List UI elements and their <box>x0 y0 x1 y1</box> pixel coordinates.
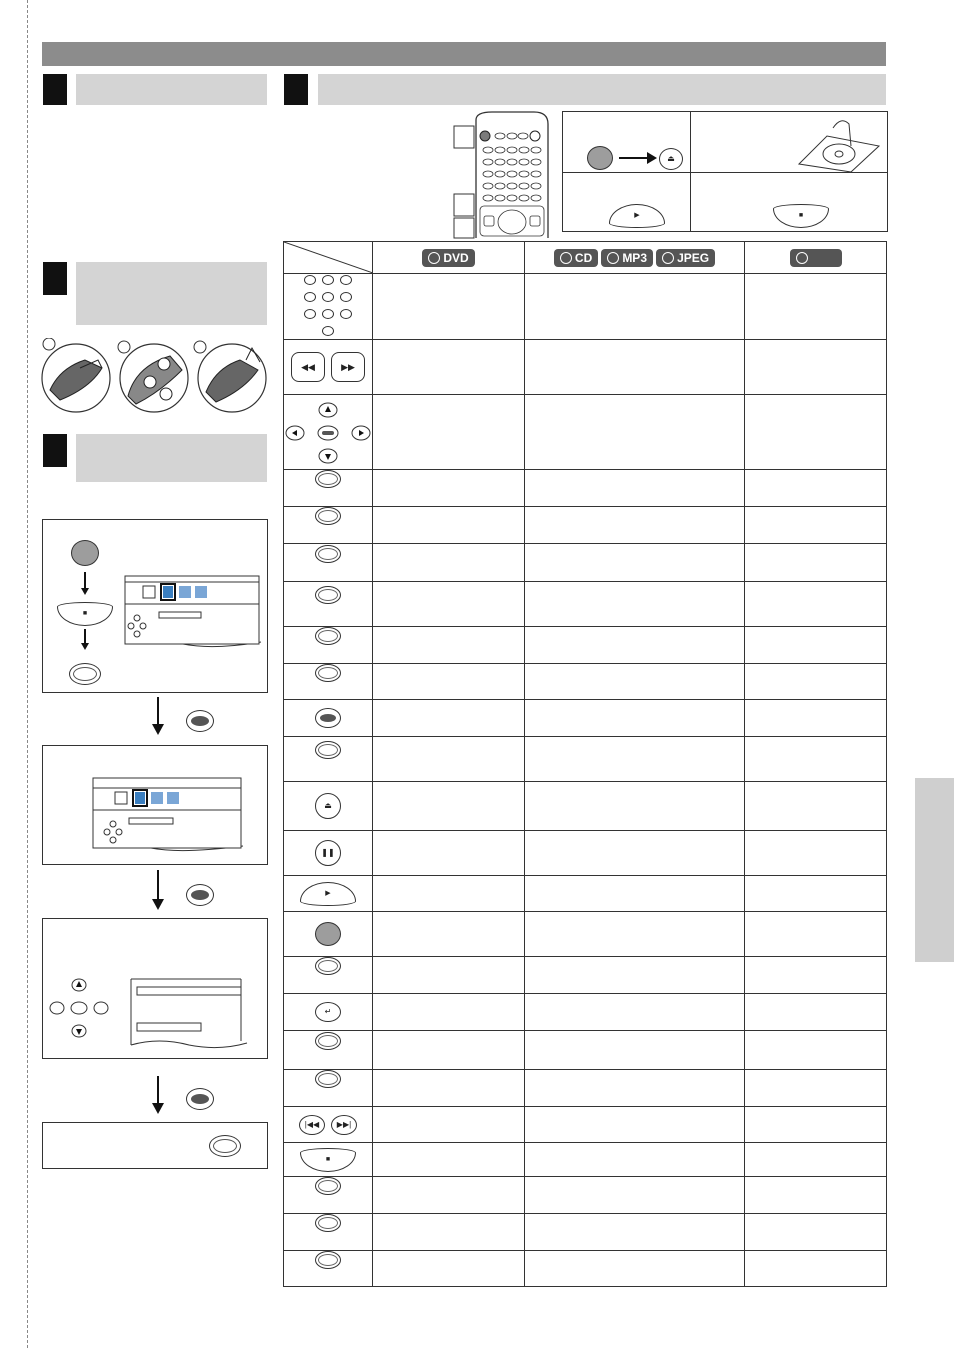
step-box-1 <box>42 519 268 693</box>
table-row <box>284 957 887 994</box>
setting-list-screen <box>129 977 249 1049</box>
table-row <box>284 664 887 700</box>
enter-button-icon[interactable] <box>186 710 214 732</box>
section-1-marker <box>43 74 67 105</box>
pause-button-icon[interactable]: ❚❚ <box>315 840 341 866</box>
table-row <box>284 912 887 957</box>
enter-button-icon[interactable] <box>315 708 341 728</box>
step-box-4 <box>42 1122 268 1169</box>
oval-button-icon[interactable] <box>315 957 341 975</box>
section-1-bar <box>76 74 267 105</box>
oval-button-icon[interactable] <box>315 1214 341 1232</box>
table-row <box>284 994 887 1031</box>
table-row <box>284 1251 887 1287</box>
table-row <box>284 1177 887 1214</box>
oval-button-icon[interactable] <box>315 586 341 604</box>
disc-logo <box>790 249 842 267</box>
header-corner <box>284 242 373 274</box>
section-2-bar <box>76 262 267 325</box>
cd-mp3-jpeg-column-header <box>525 242 745 274</box>
section-4-marker <box>284 74 308 105</box>
stop-button-icon[interactable]: ■ <box>300 1148 356 1172</box>
section-4-bar <box>318 74 886 105</box>
function-table <box>283 241 887 1287</box>
setup-menu-screen-2 <box>91 776 245 852</box>
table-row <box>284 627 887 664</box>
table-row <box>284 395 887 470</box>
mp3-logo: MP3 <box>601 249 653 267</box>
table-row <box>284 274 887 340</box>
table-row <box>284 1070 887 1107</box>
page-header-bar <box>42 42 886 66</box>
enter-button-icon[interactable] <box>186 1088 214 1110</box>
oval-button-icon[interactable] <box>315 1251 341 1269</box>
cursor-buttons-icon[interactable] <box>47 975 117 1041</box>
step-box-3 <box>42 918 268 1059</box>
oval-button-icon[interactable] <box>315 545 341 563</box>
table-row <box>284 582 887 627</box>
disc-tray-illustration <box>793 116 885 172</box>
table-row <box>284 700 887 737</box>
cut-line <box>27 0 28 1348</box>
table-row <box>284 1143 887 1177</box>
section-2-marker <box>43 262 67 295</box>
table-row <box>284 831 887 876</box>
cd-logo: CD <box>554 249 598 267</box>
setup-button-icon[interactable] <box>69 663 101 685</box>
return-button-icon[interactable]: ↵ <box>315 1002 341 1022</box>
jpeg-logo: JPEG <box>656 249 715 267</box>
cursor-buttons-icon[interactable] <box>285 400 371 464</box>
search-buttons-icon[interactable]: ◀◀ ▶▶ <box>288 352 368 382</box>
setup-button-icon[interactable] <box>209 1135 241 1157</box>
oval-button-icon[interactable] <box>315 627 341 645</box>
oval-button-icon[interactable] <box>315 1032 341 1050</box>
eject-button-icon[interactable]: ⏏ <box>659 148 683 170</box>
table-row <box>284 782 887 831</box>
oval-button-icon[interactable] <box>315 741 341 759</box>
table-row <box>284 544 887 582</box>
skip-buttons-icon[interactable]: |◀◀ ▶▶| <box>296 1115 360 1135</box>
quick-start-panel <box>562 111 888 232</box>
vcd-column-header <box>745 242 887 274</box>
oval-button-icon[interactable] <box>315 507 341 525</box>
section-3-marker <box>43 434 67 467</box>
battery-illustration <box>40 338 268 418</box>
stop-button-icon[interactable]: ■ <box>773 204 829 228</box>
eject-button-icon[interactable]: ⏏ <box>315 793 341 819</box>
dvd-logo: DVD <box>422 249 474 267</box>
oval-button-icon[interactable] <box>315 470 341 488</box>
power-button-icon[interactable] <box>71 540 99 566</box>
enter-button-icon[interactable] <box>186 884 214 906</box>
play-button-icon[interactable]: ▶ <box>300 882 356 906</box>
dvd-column-header <box>373 242 525 274</box>
section-3-bar <box>76 434 267 482</box>
table-row <box>284 470 887 507</box>
setup-menu-screen-1 <box>123 574 263 648</box>
step-box-2 <box>42 745 268 865</box>
oval-button-icon[interactable] <box>315 1177 341 1195</box>
power-button-icon[interactable] <box>587 146 613 170</box>
table-row <box>284 737 887 782</box>
table-header-row <box>284 242 887 274</box>
oval-button-icon[interactable] <box>315 664 341 682</box>
remote-control-illustration <box>452 110 556 240</box>
play-button-icon[interactable]: ▶ <box>609 204 665 228</box>
stop-button-icon[interactable]: ■ <box>57 602 113 626</box>
table-row <box>284 340 887 395</box>
power-button-icon[interactable] <box>315 922 341 946</box>
table-row <box>284 507 887 544</box>
table-row <box>284 876 887 912</box>
table-row <box>284 1031 887 1070</box>
number-keys-icon[interactable] <box>298 273 358 341</box>
side-tab <box>915 778 954 962</box>
table-row <box>284 1214 887 1251</box>
oval-button-icon[interactable] <box>315 1070 341 1088</box>
table-row <box>284 1107 887 1143</box>
